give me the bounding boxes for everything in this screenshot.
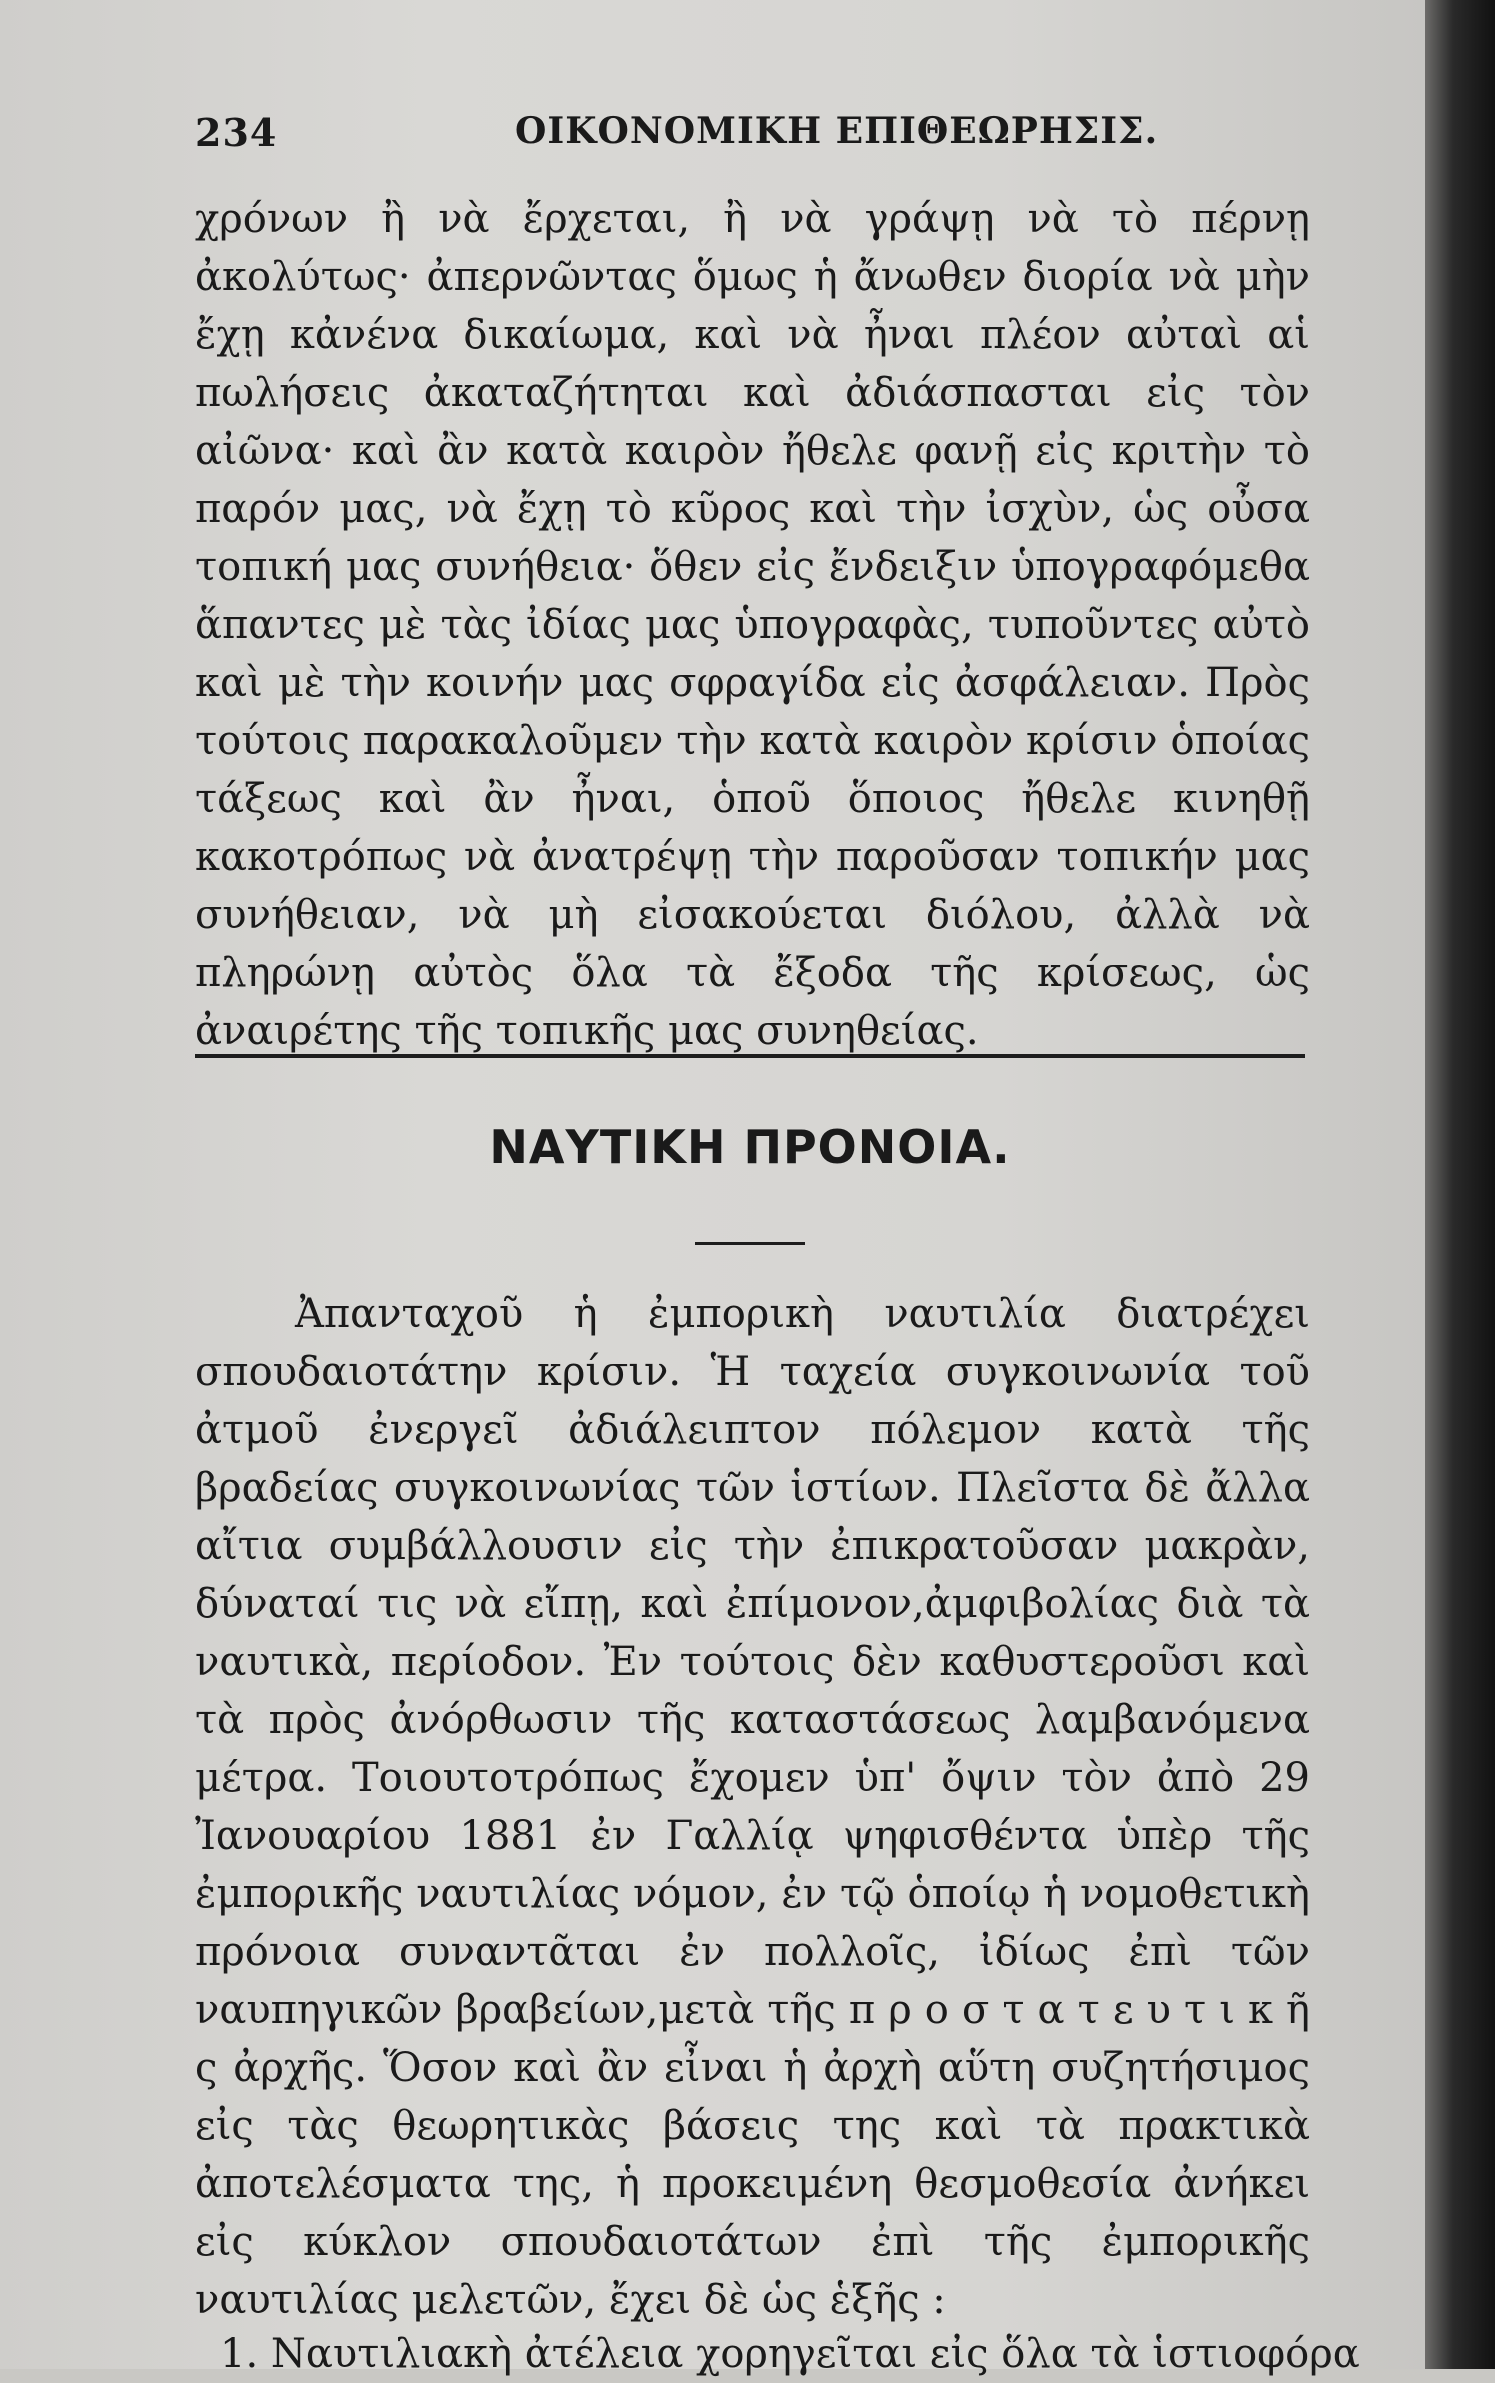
section-paragraph: Ἀπανταχοῦ ἡ ἐμπορικὴ ναυτιλία διατρέχει σπουδαιοτάτην κρίσιν. Ἡ ταχεία συγκοινωνία τοῦ ἀτμοῦ ἐνεργεῖ ἀδιάλειπτον πόλεμον κατὰ τῆς βραδείας συγκοινωνίας τῶν ἱστίων. Πλεῖστα δὲ ἄλλα αἴτια συμβάλλουσιν εἰς τὴν ἐπικρατοῦσαν μακρὰν, δύναταί τις νὰ εἴπῃ, καὶ ἐπίμονον,ἀμφιβολίας διὰ τὰ ναυτικὰ, περίοδον. Ἐν τούτοις δὲν καθυστεροῦσι καὶ τὰ πρὸς ἀνόρθωσιν τῆς καταστάσεως λαμβανόμενα μέτρα. Τοιουτοτρόπως ἔχομεν ὑπ' ὄψιν τὸν ἀπὸ 29 Ἰανουαρίου 1881 ἐν Γαλλίᾳ ψηφισθέντα ὑπὲρ τῆς ἐμπορικῆς ναυτιλίας νόμον, ἐν τῷ ὁποίῳ ἡ νομοθετικὴ πρόνοια συναντᾶται ἐν πολλοῖς, ἰδίως ἐπὶ τῶν ναυπηγικῶν βραβείων,μετὰ τῆς π ρ ο σ τ α τ ε υ τ ι κ ῆ ς ἀρχῆς. Ὅσον καὶ ἂν εἶναι ἡ ἀρχὴ αὕτη συζητήσιμος εἰς τὰς θεωρητικὰς βάσεις της καὶ τὰ πρακτικὰ ἀποτελέσματα της, ἡ προκειμένη θεσμοθεσία ἀνήκει εἰς κύκλον σπουδαιοτάτων ἐπὶ τῆς ἐμπορικῆς ναυτιλίας μελετῶν, ἔχει δὲ ὡς ἑξῆς : <box>195 1291 1310 2323</box>
page-header <box>195 110 1295 170</box>
page-number: 234 <box>195 110 278 155</box>
running-title: ΟΙΚΟΝΟΜΙΚΗ ΕΠΙΘΕΩΡΗΣΙΣ. <box>515 110 1159 152</box>
section-title: ΝΑΥΤΙΚΗ ΠΡΟΝΟΙΑ. <box>489 1120 1011 1174</box>
title-underline <box>695 1242 805 1245</box>
section-divider <box>195 1054 1305 1058</box>
paragraph-continued: χρόνων ἢ νὰ ἔρχεται, ἢ νὰ γράψῃ νὰ τὸ πέρνῃ ἀκολύτως· ἀπερνῶντας ὅμως ἡ ἄνωθεν διορία νὰ μὴν ἔχῃ κἀνένα δικαίωμα, καὶ νὰ ἦναι πλέον αὐταὶ αἱ πωλήσεις ἀκαταζήτηται καὶ ἀδιάσπασται εἰς τὸν αἰῶνα· καὶ ἂν κατὰ καιρὸν ἤθελε φανῇ εἰς κριτὴν τὸ παρόν μας, νὰ ἔχῃ τὸ κῦρος καὶ τὴν ἰσχὺν, ὡς οὖσα τοπική μας συνήθεια· ὅθεν εἰς ἔνδειξιν ὑπογραφόμεθα ἅπαντες μὲ τὰς ἰδίας μας ὑπογραφὰς, τυποῦντες αὐτὸ καὶ μὲ τὴν κοινήν μας σφραγίδα εἰς ἀσφάλειαν. Πρὸς τούτοις παρακαλοῦμεν τὴν κατὰ καιρὸν κρίσιν ὁποίας τάξεως καὶ ἂν ἦναι, ὁποῦ ὅποιος ἤθελε κινηθῇ κακοτρόπως νὰ ἀνατρέψῃ τὴν παροῦσαν τοπικήν μας συνήθειαν, νὰ μὴ εἰσακούεται διόλου, ἀλλὰ νὰ πληρώνῃ αὐτὸς ὅλα τὰ ἔξοδα τῆς κρίσεως, ὡς ἀναιρέτης τῆς τοπικῆς μας συνηθείας. <box>195 196 1310 1054</box>
book-spine-shadow <box>1425 0 1495 2369</box>
list-item: 1. Ναυτιλιακὴ ἀτέλεια χορηγεῖται εἰς ὅλα τὰ ἱστιοφόρα <box>220 2331 1360 2377</box>
